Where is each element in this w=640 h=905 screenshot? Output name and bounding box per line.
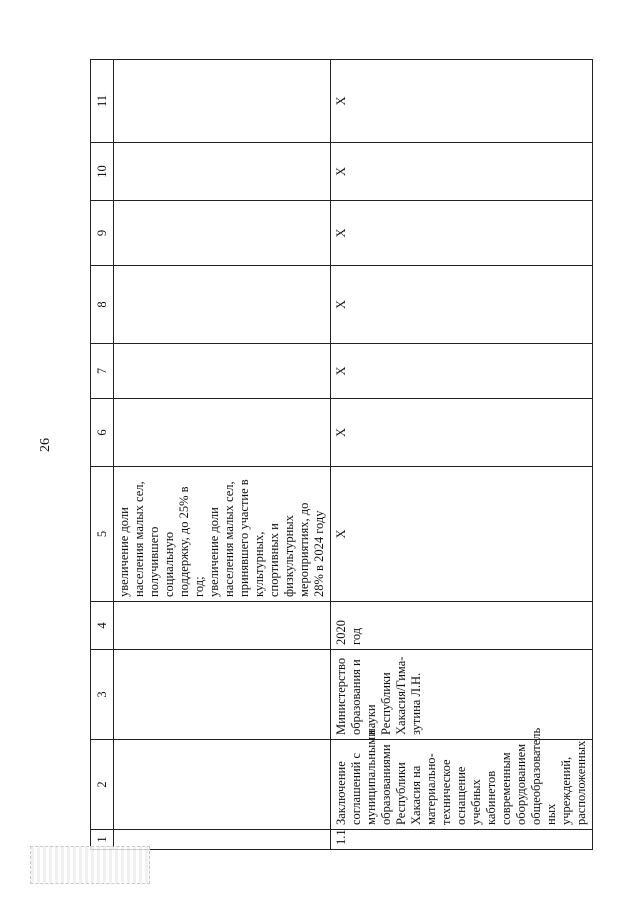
- mark-x: X: [331, 266, 593, 344]
- mark-x: X: [331, 344, 593, 399]
- scan-stamp: [30, 846, 150, 884]
- header-cell: 4: [91, 602, 114, 650]
- measure-name: Заключение соглашений с муниципальными образованиями Республики Хакасия на материально- техническое оснащение учебных кабинетов современным оборудованием общеобразователь ных учреждений, расположенных: [331, 740, 593, 830]
- mark-x: X: [331, 201, 593, 266]
- mark-x: X: [331, 399, 593, 467]
- program-table: [90, 59, 593, 850]
- table-cell: [114, 143, 331, 201]
- header-cell: 5: [91, 467, 114, 602]
- mark-x: X: [331, 467, 593, 602]
- table-row-1-1: [331, 60, 593, 850]
- table-cell: [114, 399, 331, 467]
- header-cell: 8: [91, 266, 114, 344]
- deadline: 2020 год: [331, 602, 593, 650]
- table-cell: [114, 201, 331, 266]
- mark-x: X: [331, 143, 593, 201]
- table-cell: [114, 740, 331, 830]
- header-cell: 11: [91, 60, 114, 143]
- header-cell: 7: [91, 344, 114, 399]
- responsible-executor: Министерство образования и науки Республики Хакасия/Гима- зутина Л.Н.: [331, 650, 593, 740]
- header-cell: 9: [91, 201, 114, 266]
- table-cell: [114, 650, 331, 740]
- indicator-text: увеличение доли населения малых сел, получившего социальную поддержку, до 25% в год; увеличение доли населения малых сел, принявшего участие в культурных, спортивных и физкультурных мероприятиях, до 28% в 2024 году: [114, 467, 331, 602]
- table-cell: [114, 344, 331, 399]
- rotated-sheet: [90, 60, 588, 850]
- header-cell: 2: [91, 740, 114, 830]
- header-cell: 10: [91, 143, 114, 201]
- table-cell: [114, 602, 331, 650]
- mark-x: X: [331, 60, 593, 143]
- row-number: 1.1: [331, 830, 593, 850]
- table-cell: [114, 60, 331, 143]
- table-row-continuation: [114, 60, 331, 850]
- header-cell: 3: [91, 650, 114, 740]
- page-number: 26: [38, 438, 53, 452]
- header-cell: 1: [91, 830, 114, 850]
- header-cell: 6: [91, 399, 114, 467]
- header-row: [91, 60, 114, 850]
- table-cell: [114, 266, 331, 344]
